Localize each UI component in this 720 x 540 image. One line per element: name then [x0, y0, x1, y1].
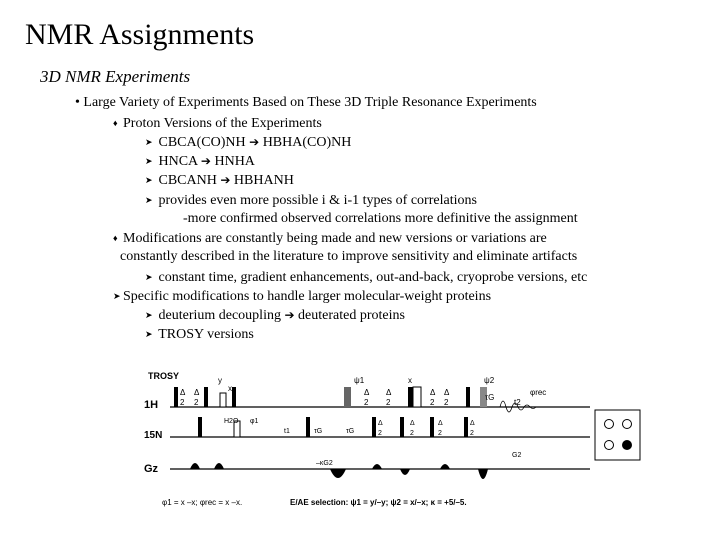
svg-text:G2: G2	[512, 452, 522, 459]
pulses-15n	[198, 417, 468, 437]
bullet-level3: ➤ HNCA ➔ HNHA	[145, 154, 255, 169]
svg-text:Δ: Δ	[364, 388, 370, 397]
svg-text:t1: t1	[284, 428, 290, 435]
phase-labels	[218, 376, 495, 393]
svg-text:y: y	[218, 376, 222, 385]
check-arrow-bullet-icon: ➤	[145, 272, 153, 282]
svg-text:t2: t2	[514, 398, 521, 407]
svg-text:Δ: Δ	[386, 388, 392, 397]
svg-text:τG: τG	[314, 428, 323, 435]
gradient-labels	[316, 452, 521, 467]
svg-text:2: 2	[438, 430, 442, 437]
figure-label: TROSY	[148, 371, 180, 381]
check-arrow-bullet-icon: ➤	[145, 156, 153, 166]
diamond-bullet-icon: ♦	[113, 233, 118, 243]
bullet-level2: ♦ Modifications are constantly being made and new versions or variations are	[113, 231, 547, 246]
check-arrow-bullet-icon: ➤	[145, 195, 153, 205]
check-arrow-bullet-icon: ➤	[113, 291, 121, 301]
slide-title: NMR Assignments	[25, 18, 255, 51]
check-arrow-bullet-icon: ➤	[145, 137, 153, 147]
right-arrow-icon: ➔	[220, 173, 231, 187]
svg-text:2: 2	[386, 398, 391, 407]
check-arrow-bullet-icon: ➤	[145, 310, 153, 320]
delay-labels-15n	[224, 418, 475, 437]
check-arrow-bullet-icon: ➤	[145, 175, 153, 185]
trosy-pulse-sequence-figure	[140, 365, 650, 515]
svg-text:ψ1: ψ1	[354, 376, 365, 385]
diamond-bullet-icon: ♦	[113, 118, 118, 128]
svg-text:H2O: H2O	[224, 418, 239, 425]
bullet-continuation: -more confirmed observed correlations more definitive the assignment	[183, 211, 578, 226]
svg-text:Δ: Δ	[444, 388, 450, 397]
right-arrow-icon: ➔	[249, 135, 260, 149]
bullet-level3: ➤ TROSY versions	[145, 327, 254, 342]
figure-footer-phases: φ1 = x –x; φrec = x –x.	[162, 498, 243, 507]
svg-text:2: 2	[470, 430, 474, 437]
svg-text:Δ: Δ	[430, 388, 436, 397]
bullet-level3: ➤ deuterium decoupling ➔ deuterated proteins	[145, 308, 405, 323]
svg-text:Δ: Δ	[378, 420, 383, 427]
channel-label-15n: 15N	[144, 430, 163, 441]
svg-text:φ1: φ1	[250, 418, 259, 425]
svg-text:2: 2	[444, 398, 449, 407]
bullet-level1: • Large Variety of Experiments Based on These 3D Triple Resonance Experiments	[75, 95, 537, 110]
svg-text:x: x	[228, 384, 232, 393]
svg-text:2: 2	[364, 398, 369, 407]
svg-text:Δ: Δ	[470, 420, 475, 427]
svg-text:φrec: φrec	[530, 388, 547, 397]
right-arrow-icon: ➔	[200, 154, 211, 168]
check-arrow-bullet-icon: ➤	[145, 329, 153, 339]
right-arrow-icon: ➔	[284, 308, 295, 322]
figure-footer-selection: E/AE selection: ψ1 = y/–y; ψ2 = x/–x; κ = +5/–5.	[290, 498, 467, 507]
svg-text:2: 2	[378, 430, 382, 437]
svg-text:2: 2	[410, 430, 414, 437]
svg-text:–κG2: –κG2	[316, 460, 333, 467]
bullet-level3: ➤ constant time, gradient enhancements, out-and-back, cryoprobe versions, etc	[145, 270, 588, 285]
bullet-level2: ➤ Specific modifications to handle larger molecular-weight proteins	[113, 289, 492, 304]
channel-label-1h: 1H	[144, 399, 159, 411]
bullet-level3: ➤ CBCA(CO)NH ➔ HBHA(CO)NH	[145, 135, 352, 150]
svg-text:Δ: Δ	[180, 388, 186, 397]
bullet-level3: ➤ CBCANH ➔ HBHANH	[145, 173, 294, 188]
svg-text:Δ: Δ	[194, 388, 200, 397]
svg-text:2: 2	[194, 398, 199, 407]
pulses-1h	[174, 387, 487, 407]
bullet-level2: ♦ Proton Versions of the Experiments	[113, 116, 322, 131]
svg-text:Δ: Δ	[410, 420, 415, 427]
svg-text:2: 2	[430, 398, 435, 407]
trosy-peak-pattern	[595, 410, 640, 460]
bullet-dot-icon: •	[75, 95, 84, 110]
svg-text:τG: τG	[485, 393, 495, 402]
svg-text:2: 2	[180, 398, 185, 407]
svg-text:τG: τG	[346, 428, 355, 435]
bullet-continuation: constantly described in the literature to improve sensitivity and eliminate artifacts	[120, 249, 578, 264]
bullet-level3: ➤ provides even more possible i & i-1 types of correlations	[145, 193, 477, 208]
slide-subtitle: 3D NMR Experiments	[40, 67, 191, 86]
channel-label-gz: Gz	[144, 463, 159, 475]
svg-text:ψ2: ψ2	[484, 376, 495, 385]
svg-text:x: x	[408, 376, 412, 385]
svg-text:Δ: Δ	[438, 420, 443, 427]
gradients-gz	[190, 463, 488, 479]
